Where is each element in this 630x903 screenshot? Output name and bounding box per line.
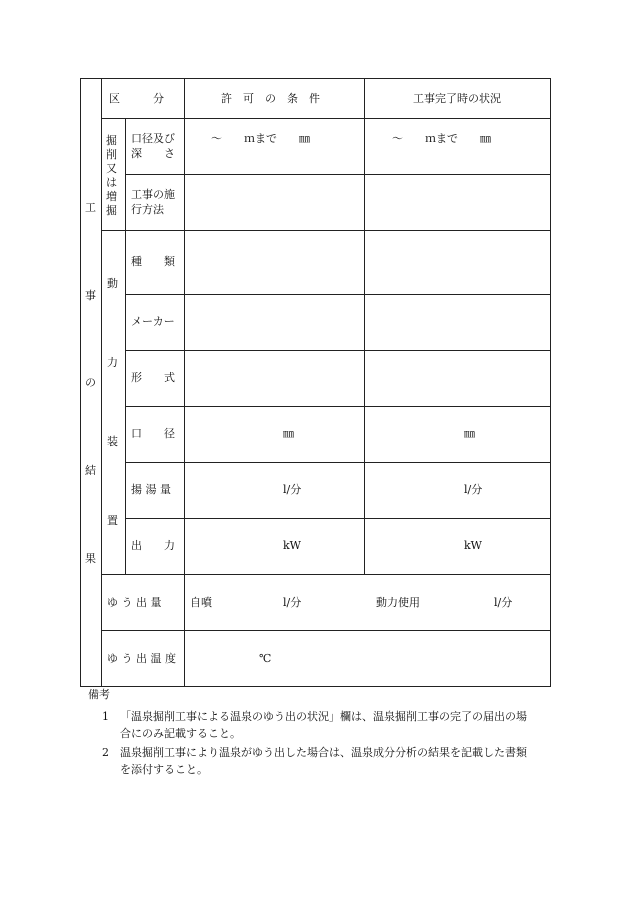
note-number: 1 <box>102 710 109 723</box>
temp-unit: ℃ <box>259 652 272 665</box>
power-row-completion-value: l/分 <box>464 483 483 496</box>
outer-label-char: 果 <box>85 552 96 565</box>
power-row-label: 形 式 <box>131 371 175 384</box>
power-row-label: 口 径 <box>131 427 175 440</box>
power-row-label: 揚 湯 量 <box>131 483 171 496</box>
power-row-output-permit <box>184 518 365 575</box>
yield-power-unit: l/分 <box>494 596 513 609</box>
outer-label-char: の <box>85 376 96 389</box>
drilling-label-char: 又 <box>106 162 117 175</box>
power-row-pumping-permit <box>184 462 365 519</box>
power-row-diameter-permit <box>184 406 365 463</box>
power-row-pumping-completion <box>364 462 551 519</box>
yield-self-spout: 自噴 <box>190 596 212 609</box>
header-completion: 工事完了時の状況 <box>413 92 501 105</box>
power-label-char: 置 <box>107 514 118 527</box>
yield-power-use: 動力使用 <box>376 596 420 609</box>
method-label-line1: 工事の施 <box>131 188 175 201</box>
note-line: 合にのみ記載すること。 <box>120 727 241 740</box>
power-label-char: 動 <box>107 277 118 290</box>
power-row-permit-value: l/分 <box>283 483 302 496</box>
method-completion-cell <box>364 174 551 231</box>
power-row-diameter-completion <box>364 406 551 463</box>
note-line: 「温泉掘削工事による温泉のゆう出の状況」欄は、温泉掘削工事の完了の届出の場 <box>120 710 527 723</box>
note-line: 温泉掘削工事により温泉がゆう出した場合は、温泉成分分析の結果を記載した書類 <box>120 746 527 759</box>
power-row-model-permit <box>184 350 365 407</box>
power-row-maker-permit <box>184 294 365 351</box>
drilling-label-char: 掘 <box>106 204 117 217</box>
power-row-output-completion <box>364 518 551 575</box>
yield-label: ゆ う 出 量 <box>107 596 162 609</box>
diameter-depth-label-line1: 口径及び <box>131 132 175 145</box>
power-row-label: メーカー <box>131 315 175 328</box>
drilling-label-char: 増 <box>106 190 117 203</box>
power-row-type-permit <box>184 230 365 295</box>
header-kubun: 区 分 <box>109 92 164 105</box>
method-label-line2: 行方法 <box>131 203 164 216</box>
power-row-label: 種 類 <box>131 255 175 268</box>
power-row-permit-value: kW <box>283 539 301 552</box>
diameter-depth-permit-cell <box>184 118 365 175</box>
diameter-depth-completion-range: ～ ｍまで ㎜ <box>392 132 491 145</box>
drilling-label-char: 掘 <box>106 134 117 147</box>
power-label-char: 装 <box>107 435 118 448</box>
notes-heading: 備考 <box>88 688 110 701</box>
header-permit: 許 可 の 条 件 <box>221 92 320 105</box>
diameter-depth-permit-range: ～ ｍまで ㎜ <box>211 132 310 145</box>
temp-value-cell <box>184 630 551 687</box>
power-row-permit-value: ㎜ <box>283 427 294 440</box>
yield-self-unit: l/分 <box>283 596 302 609</box>
temp-label: ゆ う 出 温 度 <box>107 652 176 665</box>
power-row-completion-value: ㎜ <box>464 427 475 440</box>
note-number: 2 <box>102 746 109 759</box>
power-row-label: 出 力 <box>131 539 175 552</box>
power-row-model-completion <box>364 350 551 407</box>
diameter-depth-completion-cell <box>364 118 551 175</box>
drilling-label-char: 削 <box>106 148 117 161</box>
method-permit-cell <box>184 174 365 231</box>
drilling-label-char: は <box>106 176 117 189</box>
power-row-completion-value: kW <box>464 539 482 552</box>
diameter-depth-label-line2: 深 さ <box>131 147 175 160</box>
power-row-maker-completion <box>364 294 551 351</box>
outer-label-char: 結 <box>85 464 96 477</box>
outer-label-char: 工 <box>85 201 96 214</box>
power-row-type-completion <box>364 230 551 295</box>
power-label-char: 力 <box>107 356 118 369</box>
outer-label-char: 事 <box>85 289 96 302</box>
note-line: を添付すること。 <box>120 763 208 776</box>
